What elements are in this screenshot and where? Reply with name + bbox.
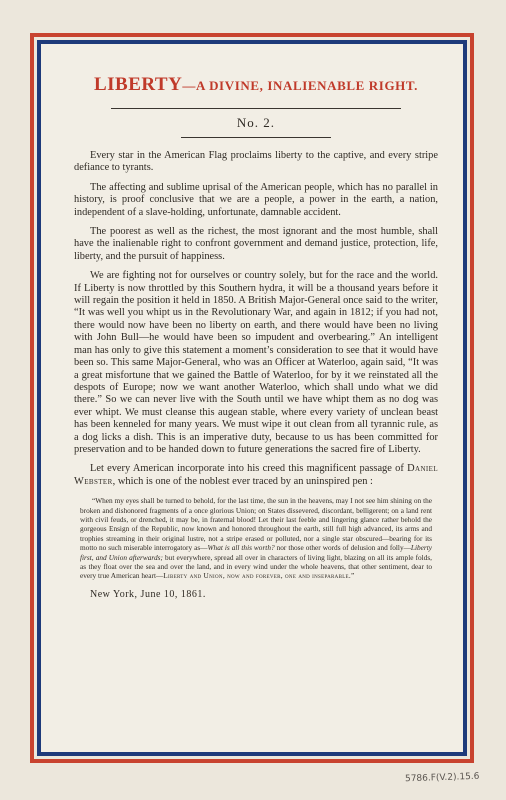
paragraph-4: We are fighting not for ourselves or country solely, but for the race and the world. If Liberty is now throttled by this Southern hydra, it will be a thousand years before it will regain the position it held in 1850. A British Major-General once said to the writer, “It was well you whipt us in the Revolutionary War, and again in 1812; if you had not, there would now have been no liberty on earth, and there would have been no living with John Bull—he would have been so impudent and overbearing.” An intelligent man has only to give this statement a moment’s consideration to see that it would have been so. This same Major-General, who was an Officer at Waterloo, again said, “It was a great misfortune that we gained the Battle of Waterloo, for by it we reinstated all the despots of Europe; now we want another Waterloo, which shall undo what we did there.” So we can never live with the South until we have whipt them as no dog was ever whipt. We must cleanse this augean stable, where every variety of unclean beast has been kenneled for many years. We must wipe it out clean from all tyrannic rule, as a dog licks a dish. This is an imperative duty, because to us has been committed for preservation and to be handed down to future generations the sacred fire of Liberty. — [74, 270, 438, 455]
issue-number: No. 2. — [236, 115, 276, 130]
paragraph-2: The affecting and sublime uprisal of the American people, which has no parallel in history, is proof conclusive that we are a people, a power in the earth, a nation, independent of a slave-holding, unfortunate, damnable accident. — [74, 181, 438, 218]
quote-italic-2: Liberty first, and Union afterwards; — [80, 543, 432, 562]
webster-intro-b: , which is one of the noblest ever traced by an uninspired pen : — [112, 475, 373, 487]
paragraph-3: The poorest as well as the richest, the most ignorant and the most humble, shall have the inalienable right to confront government and demand justice, protection, life, liberty, and the pursuit of happiness. — [74, 226, 438, 262]
quote-part-b: nor those other words of delusion and folly— — [274, 543, 411, 553]
paragraph-1: Every star in the American Flag proclaims liberty to the captive, and every stripe defiance to tyrants. — [74, 150, 438, 174]
paragraph-webster-intro — [74, 463, 438, 488]
quote-close: ” — [351, 571, 355, 581]
webster-quote — [80, 496, 432, 581]
quote-italic-1: What is all this worth? — [207, 543, 275, 553]
page-title — [74, 74, 438, 96]
webster-intro-a: Let every American incorporate into his creed this magnificent passage of — [90, 463, 408, 475]
quote-part-a: “When my eyes shall be turned to behold, for the last time, the sun in the heavens, may I not see him shining on the broken and dishonored fragments of a once glorious Union; on States dissevered, discordant, belligerent; on a land rent with civil feuds, or drenched, it may be, in fraternal blood! Let their last feeble and lingering glance rather behold the gorgeous Ensign of the Republic, now known and honored throughout the earth, still full high advanced, its arms and trophies streaming in their original lustre, not a stripe erased or polluted, nor a single star obscured—bearing for its motto no such miserable interrogatory as— — [80, 496, 432, 553]
webster-name: Daniel Webster — [74, 463, 438, 487]
quote-small-caps: Liberty and Union, now and forever, one and inseparable. — [163, 571, 352, 581]
catalog-mark: 5786.F(V.2).15.6 — [404, 771, 480, 785]
quote-part-c: but everywhere, spread all over in characters of living light, blazing on all its ample folds, as they float over the sea and over the land, and in every wind under the whole heavens, that other sentiment, dear to every true American heart— — [80, 552, 432, 581]
broadside-content — [74, 66, 438, 600]
title-subtitle: —A DIVINE, INALIENABLE RIGHT. — [182, 78, 419, 93]
title-main: LIBERTY — [93, 74, 183, 95]
dateline: New York, June 10, 1861. — [90, 588, 206, 600]
title-rule — [111, 108, 401, 109]
number-rule — [181, 137, 331, 138]
